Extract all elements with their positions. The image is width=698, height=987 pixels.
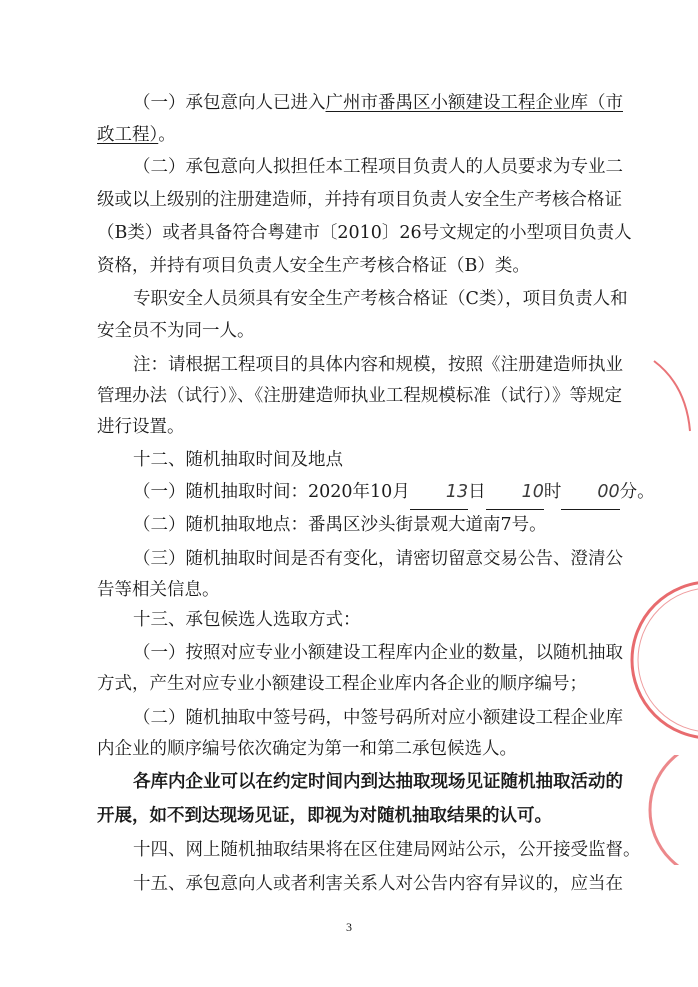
handwritten-day: 13 bbox=[410, 475, 468, 510]
section-15: 十五、承包意向人或者利害关系人对公告内容有异议的，应当在 bbox=[133, 874, 623, 894]
note-line-2: 管理办法（试行）》、《注册建造师执业工程规模标准（试行）》等规定 bbox=[97, 386, 622, 406]
handwritten-minute: 00 bbox=[561, 475, 619, 510]
change-line-2: 告等相关信息。 bbox=[97, 580, 220, 600]
draw-place: （二）随机抽取地点：番禺区沙头街景观大道南7号。 bbox=[133, 515, 547, 535]
method-1-line-1: （一）按照对应专业小额建设工程库内企业的数量，以随机抽取 bbox=[133, 643, 623, 663]
section-13-heading: 十三、承包候选人选取方式： bbox=[133, 610, 361, 630]
government-seal-partial bbox=[646, 355, 698, 435]
method-2-line-1: （二）随机抽取中签号码，中签号码所对应小额建设工程企业库 bbox=[133, 708, 623, 728]
handwritten-hour: 10 bbox=[486, 475, 544, 510]
paragraph-3-line-2: 安全员不为同一人。 bbox=[97, 321, 255, 341]
paragraph-1-cont: 政工程）。 bbox=[97, 125, 176, 145]
section-14: 十四、网上随机抽取结果将在区住建局网站公示，公开接受监督。 bbox=[133, 840, 641, 860]
paragraph-2-line-3: （B类）或者具备符合粤建市〔2010〕26号文规定的小型项目负责人 bbox=[97, 223, 632, 243]
paragraph-1: （一）承包意向人已进入广州市番禺区小额建设工程企业库（市 bbox=[133, 93, 623, 113]
bold-notice-line-1: 各库内企业可以在约定时间内到达抽取现场见证随机抽取活动的 bbox=[133, 772, 623, 792]
company-seal-partial bbox=[615, 575, 698, 745]
authority-seal-partial bbox=[640, 755, 698, 865]
paragraph-2-line-2: 级或以上级别的注册建造师，并持有项目负责人安全生产考核合格证 bbox=[97, 190, 622, 210]
draw-time: （一）随机抽取时间：2020年10月 13日 10时 00分。 bbox=[97, 475, 617, 510]
change-line-1: （三）随机抽取时间是否有变化，请密切留意交易公告、澄清公 bbox=[133, 549, 623, 569]
paragraph-2-line-1: （二）承包意向人拟担任本工程项目负责人的人员要求为专业二 bbox=[133, 157, 623, 177]
paragraph-3-line-1: 专职安全人员须具有安全生产考核合格证（C类），项目负责人和 bbox=[133, 289, 628, 309]
note-line-3: 进行设置。 bbox=[97, 417, 185, 437]
method-2-line-2: 内企业的顺序编号依次确定为第一和第二承包候选人。 bbox=[97, 739, 517, 759]
paragraph-2-line-4: 资格，并持有项目负责人安全生产考核合格证（B）类。 bbox=[97, 256, 530, 276]
note-line-1: 注：请根据工程项目的具体内容和规模，按照《注册建造师执业 bbox=[133, 355, 623, 375]
section-12-heading: 十二、随机抽取时间及地点 bbox=[133, 450, 343, 470]
page-number: 3 bbox=[346, 920, 352, 934]
bold-notice-line-2: 开展，如不到达现场见证，即视为对随机抽取结果的认可。 bbox=[97, 806, 552, 826]
method-1-line-2: 方式，产生对应专业小额建设工程企业库内各企业的顺序编号； bbox=[97, 674, 587, 694]
